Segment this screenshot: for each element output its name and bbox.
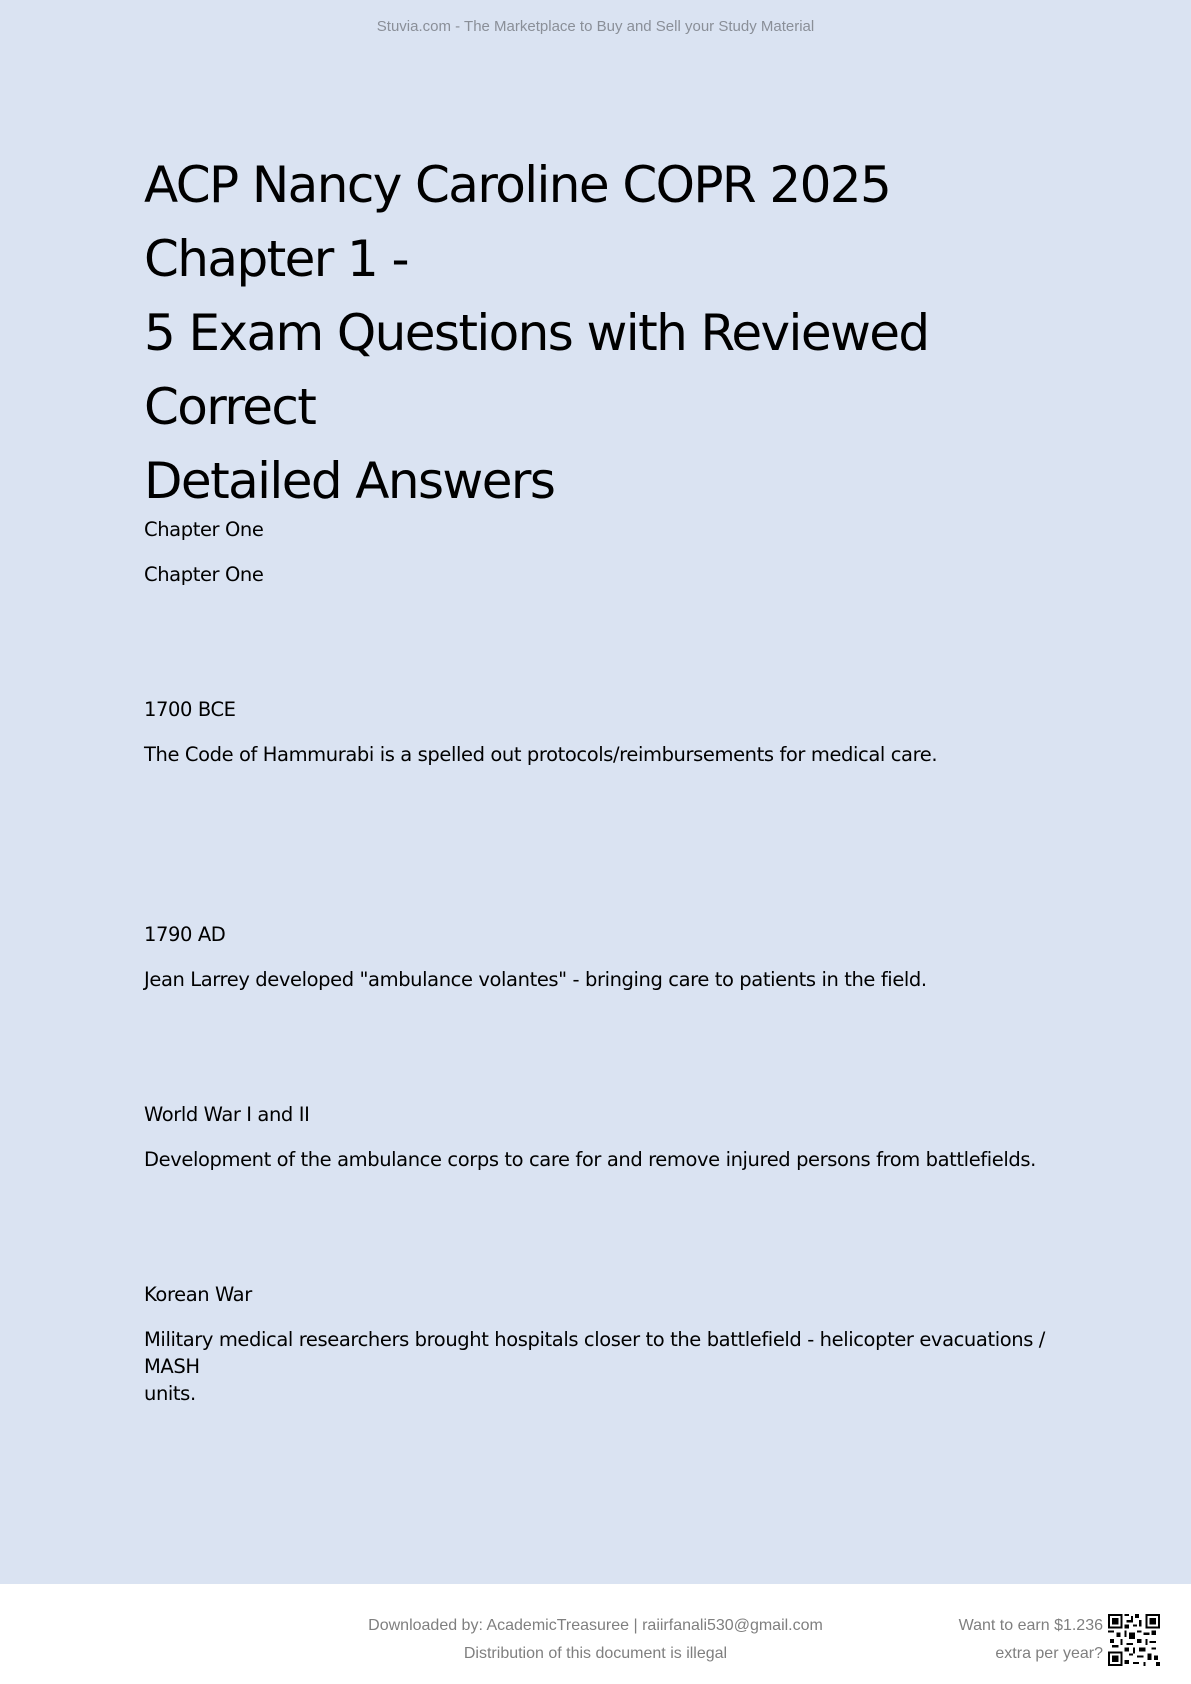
entry-korean-war bbox=[144, 1281, 1084, 1407]
title-line: Detailed Answers bbox=[144, 452, 555, 510]
entry-term: World War I and II bbox=[144, 1103, 310, 1126]
site-header: Stuvia.com - The Marketplace to Buy and Sell your Study Material bbox=[376, 18, 815, 35]
entry-definition: Development of the ambulance corps to care for and remove injured persons from battlefields. bbox=[144, 1148, 1036, 1171]
entry-term: 1790 AD bbox=[144, 923, 226, 946]
entry-term: 1700 BCE bbox=[144, 698, 236, 721]
earn-promo-line1[interactable]: Want to earn $1.236 bbox=[958, 1617, 1103, 1634]
chapter-heading: Chapter One bbox=[144, 518, 264, 541]
entry-definition: Military medical researchers brought hospitals closer to the battlefield - helicopter evacuations / MASH bbox=[144, 1328, 1045, 1378]
distribution-notice: Distribution of this document is illegal bbox=[463, 1645, 728, 1662]
entry-definition: Jean Larrey developed "ambulance volantes" - bringing care to patients in the field. bbox=[144, 968, 927, 991]
title-line: 5 Exam Questions with Reviewed Correct bbox=[144, 304, 929, 436]
entry-world-wars bbox=[144, 1101, 1084, 1173]
chapter-heading-repeat: Chapter One bbox=[144, 563, 264, 586]
entry-definition: The Code of Hammurabi is a spelled out protocols/reimbursements for medical care. bbox=[144, 743, 938, 766]
title-line: ACP Nancy Caroline COPR 2025 Chapter 1 - bbox=[144, 156, 891, 288]
earn-promo-line2[interactable]: extra per year? bbox=[995, 1645, 1103, 1662]
document-title bbox=[144, 148, 1084, 518]
entry-definition-continued: units. bbox=[144, 1382, 196, 1405]
entry-1790-ad bbox=[144, 921, 1084, 993]
entry-term: Korean War bbox=[144, 1283, 252, 1306]
qr-code-icon[interactable] bbox=[1108, 1614, 1160, 1666]
downloaded-by-text: Downloaded by: AcademicTreasuree | raiirfanali530@gmail.com bbox=[368, 1617, 823, 1634]
download-footer bbox=[0, 1584, 1191, 1684]
chapter-heading-block bbox=[144, 516, 1084, 588]
entry-1700-bce bbox=[144, 696, 1084, 768]
